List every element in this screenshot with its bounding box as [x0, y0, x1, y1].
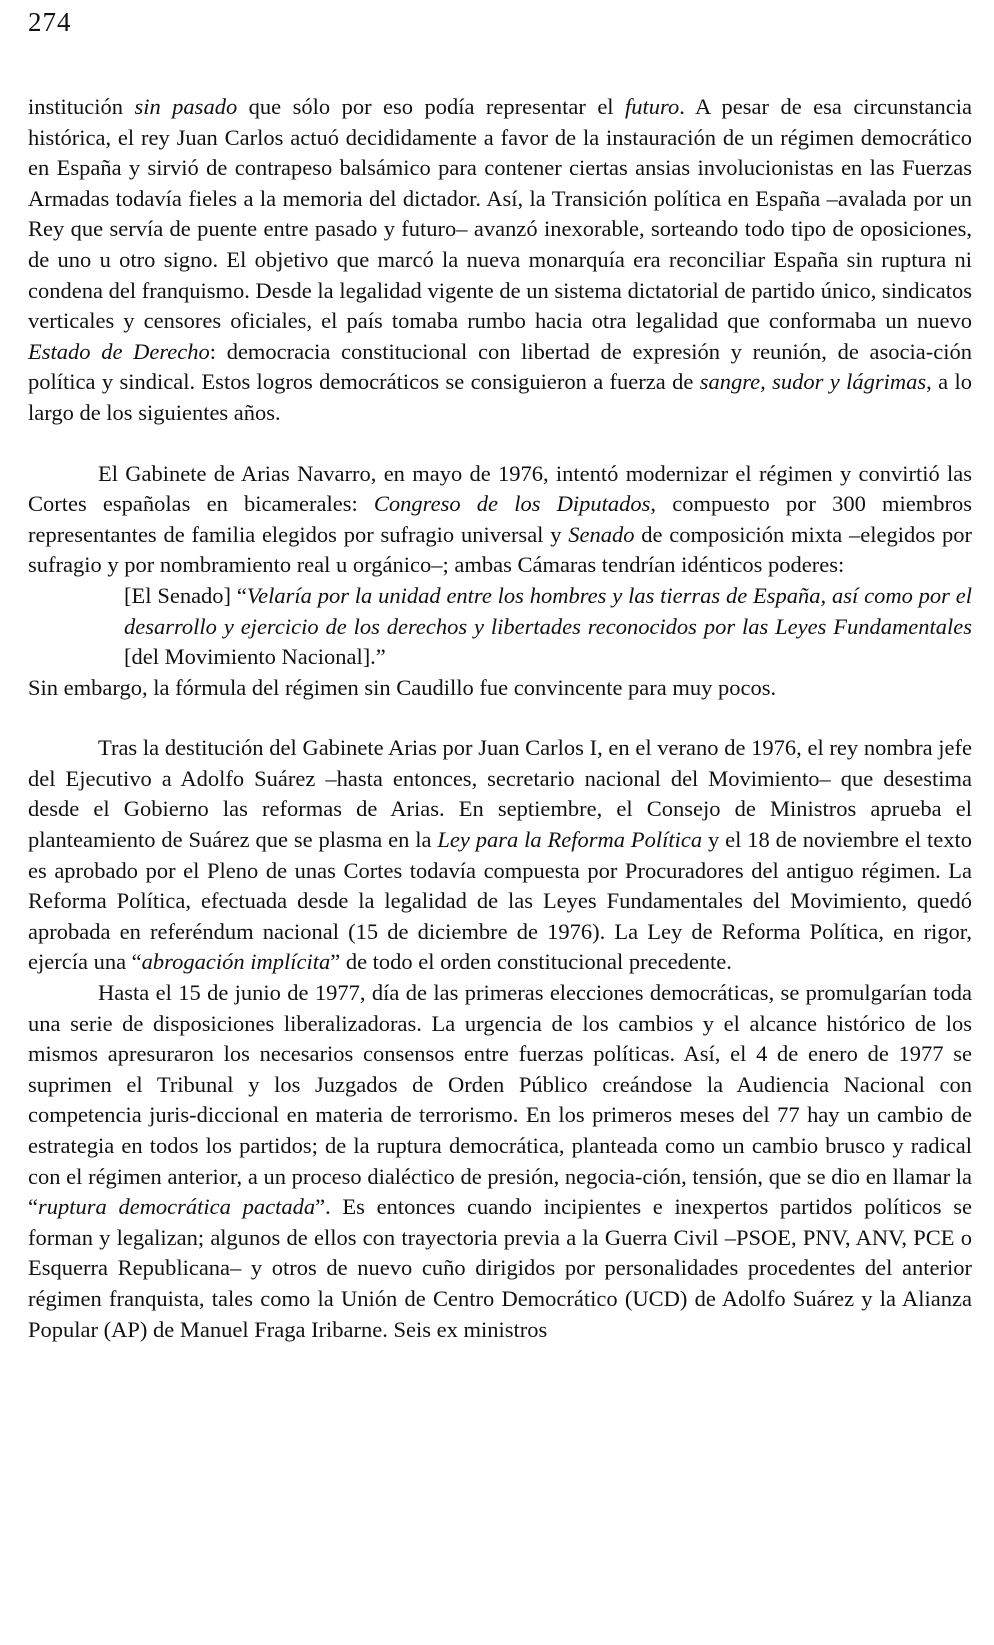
text-run: ” de todo el orden constitucional precedente.: [330, 949, 732, 975]
text-run: : democracia constitucional con libertad de expresión y reunión, de asocia-ción política y sindical. Estos logros democráticos se consiguieron a fuerza de: [28, 338, 972, 395]
text-run: , compuesto por 300 miembros representantes de familia elegidos por sufragio universal y: [28, 491, 973, 547]
text-run: Hasta el 15 de junio de 1977, día de las primeras elecciones democráticas, se promulgarían toda una serie de disposiciones liberalizadoras. La urgencia de los cambios y el alcance histórico de los mismos apresuraron los necesarios consensos entre fuerzas políticas. Así, el 4 de enero de 1977 se suprimen el Tribunal y los Juzgados de Orden Público creándose la Audiencia Nacional con competencia juris-diccional en materia de terrorismo. En los primeros meses del 77 hay un cambio de estrategia en todos los partidos; de la ruptura democrática, planteada como un cambio brusco y radical con el régimen anterior, a un proceso dialéctico de presión, negocia-ción, tensión, que se dio en llamar la “: [28, 980, 972, 1220]
paragraph-reforma-politica: [28, 733, 972, 978]
paragraph-transicion: [28, 92, 972, 429]
italic-text-run: Ley para la Reforma Política: [437, 827, 703, 853]
text-run: de composición mixta –elegidos por sufragio y por nombramiento real u orgánico–; ambas Cámaras tendrían idénticos poderes:: [28, 521, 972, 578]
text-run: que sólo por eso podía representar el: [237, 94, 626, 119]
block-quote-senado: [124, 581, 972, 673]
italic-text-run: sin pasado: [134, 94, 238, 119]
page-body: [28, 92, 972, 1345]
text-run: . A pesar de esa circunstancia histórica, el rey Juan Carlos actuó decididamente a favor de la instauración de un régimen democrático en España y sirvió de contrapeso balsámico para contener ciertas ansias involucionistas en las Fuerzas Armadas todavía fieles a la memoria del dictador. Así, la Transición política en España –avalada por un Rey que servía de puente entre pasado y futuro– avanzó inexorable, sorteando todo tipo de oposiciones, de uno u otro signo. El objetivo que marcó la nueva monarquía era reconciliar España sin ruptura ni condena del franquismo. Desde la legalidad vigente de un sistema dictatorial de partido único, sindicatos verticales y censores oficiales, el país tomaba rumbo hacia otra legalidad que conformaba un nuevo: [28, 94, 973, 334]
italic-text-run: Velaría por la unidad entre los hombres y las tierras de España, así como por el desarrollo y ejercicio de los derechos y libertades reconocidos por las Leyes Fundamentales: [124, 582, 972, 639]
italic-text-run: ruptura democrática pactada: [38, 1194, 316, 1220]
text-run: , a lo largo de los siguientes años.: [28, 369, 972, 425]
italic-text-run: Estado de Derecho: [28, 338, 210, 364]
text-run: Sin embargo, la fórmula del régimen sin Caudillo fue convincente para muy pocos.: [28, 674, 777, 700]
text-run: [del Movimiento Nacional].”: [124, 644, 386, 670]
italic-text-run: sangre, sudor y lágrimas: [699, 369, 927, 395]
text-run: y el 18 de noviembre el texto es aprobado por el Pleno de unas Cortes todavía compuesta por Procuradores del antiguo régimen. La Reforma Política, efectuada desde la legalidad de las Leyes Fundamentales del Movimiento, quedó aprobada en referéndum nacional (15 de diciembre de 1976). La Ley de Reforma Política, en rigor, ejercía una “: [28, 827, 973, 975]
text-run: El Gabinete de Arias Navarro, en mayo de 1976, intentó modernizar el régimen y convirtió las Cortes españolas en bicamerales:: [28, 460, 972, 517]
text-run: ”. Es entonces cuando incipientes e inexpertos partidos políticos se forman y legalizan; algunos de ellos con trayectoria previa a la Guerra Civil –PSOE, PNV, ANV, PCE o Esquerra Republicana– y otros de nuevo cuño dirigidos por personalidades procedentes del anterior régimen franquista, tales como la Unión de Centro Democrático (UCD) de Adolfo Suárez y la Alianza Popular (AP) de Manuel Fraga Iribarne. Seis ex ministros: [28, 1194, 972, 1342]
paragraph-formula-regimen: [28, 673, 972, 704]
paragraph-elecciones-1977: [28, 978, 972, 1345]
text-run: Tras la destitución del Gabinete Arias por Juan Carlos I, en el verano de 1976, el rey nombra jefe del Ejecutivo a Adolfo Suárez –hasta entonces, secretario nacional del Movimiento– que desestima desde el Gobierno las reformas de Arias. En septiembre, el Consejo de Ministros aprueba el planteamiento de Suárez que se plasma en la: [28, 735, 972, 853]
italic-text-run: Senado: [568, 521, 635, 547]
italic-text-run: abrogación implícita: [141, 949, 331, 975]
page-number: 274: [28, 7, 72, 37]
italic-text-run: futuro: [625, 94, 680, 119]
italic-text-run: Congreso de los Diputados: [373, 491, 651, 517]
text-run: institución: [28, 94, 135, 119]
paragraph-gabinete-arias: [28, 459, 972, 581]
text-run: [El Senado] “: [124, 582, 247, 608]
